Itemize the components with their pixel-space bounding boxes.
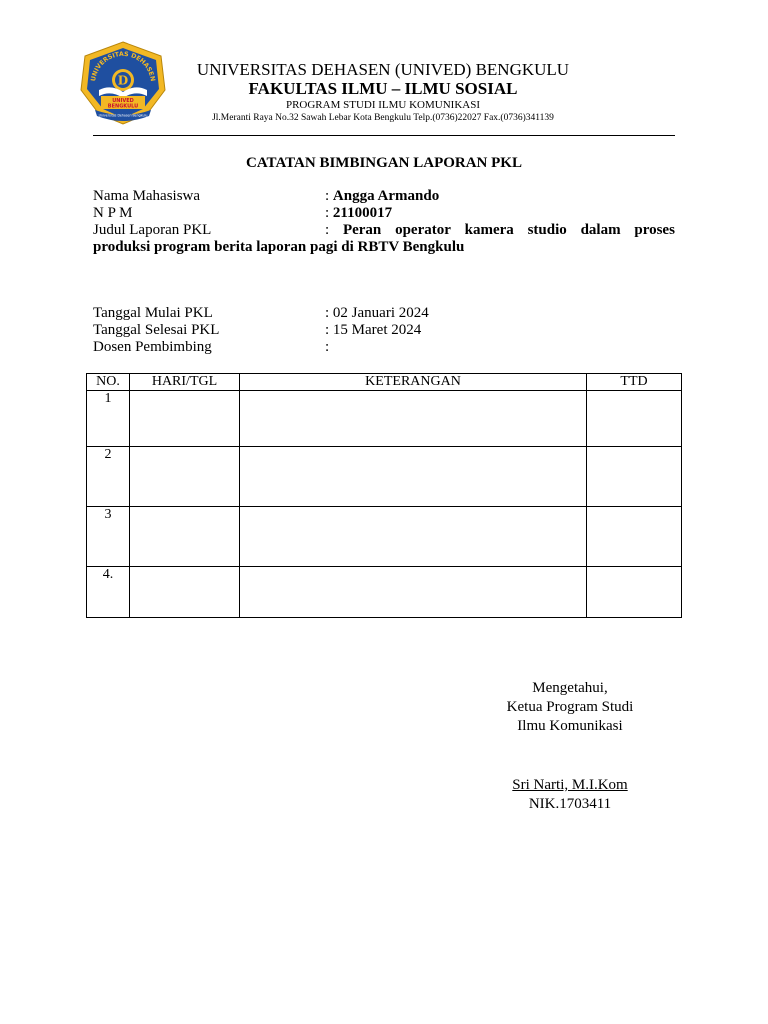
logo-arc-text: UNIVERSITAS DEHASEN bbox=[90, 50, 156, 82]
pkl-info bbox=[93, 305, 675, 356]
field-selesai bbox=[93, 322, 675, 339]
table-header-row bbox=[87, 374, 682, 391]
table-row bbox=[87, 567, 682, 618]
signatory-nik: NIK.1703411 bbox=[528, 796, 612, 812]
col-hari-header: HARI/TGL bbox=[130, 374, 240, 391]
field-nama bbox=[93, 188, 675, 205]
judul-word: operator bbox=[395, 222, 451, 238]
row-no: 4. bbox=[87, 567, 130, 618]
row-keterangan bbox=[240, 447, 587, 507]
logo-letter: D bbox=[117, 73, 129, 88]
table-row bbox=[87, 447, 682, 507]
field-judul bbox=[93, 222, 675, 239]
student-info bbox=[93, 188, 675, 256]
letterhead bbox=[183, 60, 583, 124]
row-keterangan bbox=[240, 507, 587, 567]
colon: : bbox=[325, 322, 330, 338]
signature-line2: Ketua Program Studi bbox=[506, 699, 634, 715]
colon: : bbox=[325, 205, 330, 221]
row-hari bbox=[130, 567, 240, 618]
table-row bbox=[87, 391, 682, 447]
mulai-label: Tanggal Mulai PKL bbox=[93, 305, 213, 321]
judul-word: dalam bbox=[580, 222, 621, 238]
signatory-name: Sri Narti, M.I.Kom bbox=[512, 777, 628, 793]
dosen-label: Dosen Pembimbing bbox=[93, 339, 212, 355]
judul-word: kamera bbox=[464, 222, 514, 238]
colon: : bbox=[325, 222, 330, 238]
col-keterangan-header: KETERANGAN bbox=[240, 374, 587, 391]
guidance-table bbox=[86, 373, 682, 618]
nama-value: Angga Armando bbox=[332, 188, 440, 204]
field-npm bbox=[93, 205, 675, 222]
judul-label: Judul Laporan PKL bbox=[93, 222, 212, 238]
colon: : bbox=[325, 188, 330, 204]
document-title: CATATAN BIMBINGAN LAPORAN PKL bbox=[246, 155, 522, 171]
row-ttd bbox=[587, 447, 682, 507]
nama-label: Nama Mahasiswa bbox=[93, 188, 201, 204]
logo-ribbon-line1: UNIVED bbox=[112, 98, 134, 104]
selesai-label: Tanggal Selesai PKL bbox=[93, 322, 220, 338]
row-ttd bbox=[587, 507, 682, 567]
row-no: 2 bbox=[87, 447, 130, 507]
npm-value: 21100017 bbox=[332, 205, 393, 221]
judul-word: proses bbox=[634, 222, 675, 238]
table-row bbox=[87, 507, 682, 567]
col-ttd-header: TTD bbox=[587, 374, 682, 391]
row-keterangan bbox=[240, 391, 587, 447]
row-ttd bbox=[587, 567, 682, 618]
logo-ribbon-line2: BENGKULU bbox=[107, 103, 139, 110]
row-hari bbox=[130, 391, 240, 447]
program-name: PROGRAM STUDI ILMU KOMUNIKASI bbox=[285, 99, 481, 111]
judul-value-line2: produksi program berita laporan pagi di RBTV Bengkulu bbox=[93, 239, 465, 255]
field-dosen bbox=[93, 339, 675, 356]
university-name: UNIVERSITAS DEHASEN (UNIVED) BENGKULU bbox=[196, 60, 570, 79]
judul-word: Peran bbox=[342, 222, 382, 238]
row-ttd bbox=[587, 391, 682, 447]
row-no: 3 bbox=[87, 507, 130, 567]
header-divider bbox=[93, 135, 675, 136]
row-no: 1 bbox=[87, 391, 130, 447]
row-hari bbox=[130, 447, 240, 507]
selesai-value: 15 Maret 2024 bbox=[332, 322, 422, 338]
col-no-header: NO. bbox=[87, 374, 130, 391]
logo-motto: Universitas Dehasen Bengkulu bbox=[98, 113, 148, 118]
signature-block bbox=[470, 679, 670, 736]
judul-word: studio bbox=[527, 222, 567, 238]
row-keterangan bbox=[240, 567, 587, 618]
address: Jl.Meranti Raya No.32 Sawah Lebar Kota Bengkulu Telp.(0736)22027 Fax.(0736)341139 bbox=[212, 113, 554, 123]
npm-label: N P M bbox=[93, 205, 133, 221]
faculty-name: FAKULTAS ILMU – ILMU SOSIAL bbox=[248, 79, 518, 98]
signature-line3: Ilmu Komunikasi bbox=[517, 718, 623, 734]
row-hari bbox=[130, 507, 240, 567]
colon: : bbox=[325, 305, 330, 321]
signature-line1: Mengetahui, bbox=[532, 680, 608, 696]
field-mulai bbox=[93, 305, 675, 322]
judul-value-line1 bbox=[325, 222, 675, 239]
colon: : bbox=[325, 339, 330, 355]
signatory bbox=[470, 776, 670, 814]
mulai-value: 02 Januari 2024 bbox=[332, 305, 429, 321]
university-logo bbox=[77, 40, 169, 126]
